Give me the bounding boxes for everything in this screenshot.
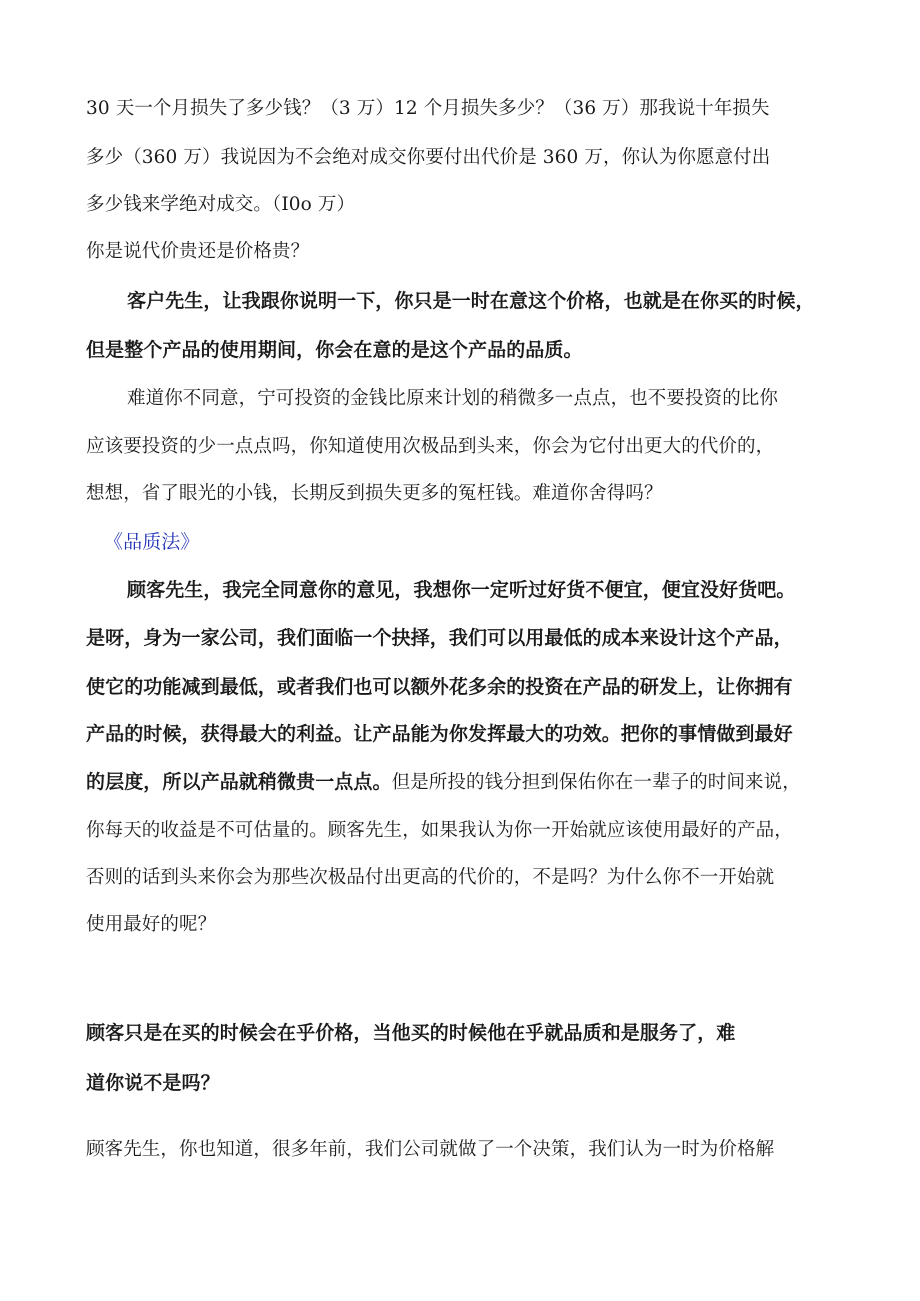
bold-text-line: 顾客只是在买的时候会在乎价格，当他买的时候他在乎就品质和是服务了，难 [86, 1022, 736, 1044]
text-line: 使用最好的呢？ [86, 914, 217, 935]
bold-text-line: 顾客先生，我完全同意你的意见，我想你一定听过好货不便宜，便宜没好货吧。 [127, 579, 796, 601]
bold-text-line: 使它的功能减到最低，或者我们也可以额外花多余的投资在产品的研发上，让你拥有 [86, 676, 793, 698]
bold-span: 的层度，所以产品就稍微贵一点点。 [86, 771, 392, 793]
text-line: 顾客先生，你也知道，很多年前，我们公司就做了一个决策，我们认为一时为价格解 [86, 1139, 775, 1160]
bold-text-line: 产品的时候，获得最大的利益。让产品能为你发挥最大的功效。把你的事情做到最好 [86, 723, 793, 745]
normal-span: 但是所投的钱分担到保佑你在一辈子的时间来说， [391, 772, 801, 793]
text-line: 否则的话到头来你会为那些次极品付出更高的代价的，不是吗？为什么你不一开始就 [86, 867, 775, 888]
text-line: 想想，省了眼光的小钱，长期反到损失更多的冤枉钱。难道你舍得吗？ [86, 483, 663, 504]
text-line: 你是说代价贵还是价格贵？ [86, 241, 310, 262]
bold-text-line: 道你说不是吗？ [86, 1072, 220, 1094]
text-line: 应该要投资的少一点点吗，你知道使用次极品到头来，你会为它付出更大的代价的， [86, 436, 775, 457]
bold-text-line: 是呀，身为一家公司，我们面临一个抉择，我们可以用最低的成本来设计这个产品， [86, 627, 793, 649]
text-line: 30 天一个月损失了多少钱？（3 万）12 个月损失多少？（36 万）那我说十年损失 [86, 98, 770, 119]
text-line: 你每天的收益是不可估量的。顾客先生，如果我认为你一开始就应该使用最好的产品， [86, 820, 793, 841]
section-heading: 《品质法》 [104, 531, 200, 553]
text-line: 多少（360 万）我说因为不会绝对成交你要付出代价是 360 万，你认为你愿意付出 [86, 147, 771, 168]
bold-text-line: 客户先生，让我跟你说明一下，你只是一时在意这个价格，也就是在你买的时候， [127, 290, 815, 312]
text-line: 难道你不同意，宁可投资的金钱比原来计划的稍微多一点点，也不要投资的比你 [127, 388, 779, 409]
text-line: 多少钱来学绝对成交。（I0o 万） [86, 194, 356, 215]
bold-text-line: 但是整个产品的使用期间，你会在意的是这个产品的品质。 [86, 339, 583, 361]
mixed-text-line [86, 770, 801, 795]
